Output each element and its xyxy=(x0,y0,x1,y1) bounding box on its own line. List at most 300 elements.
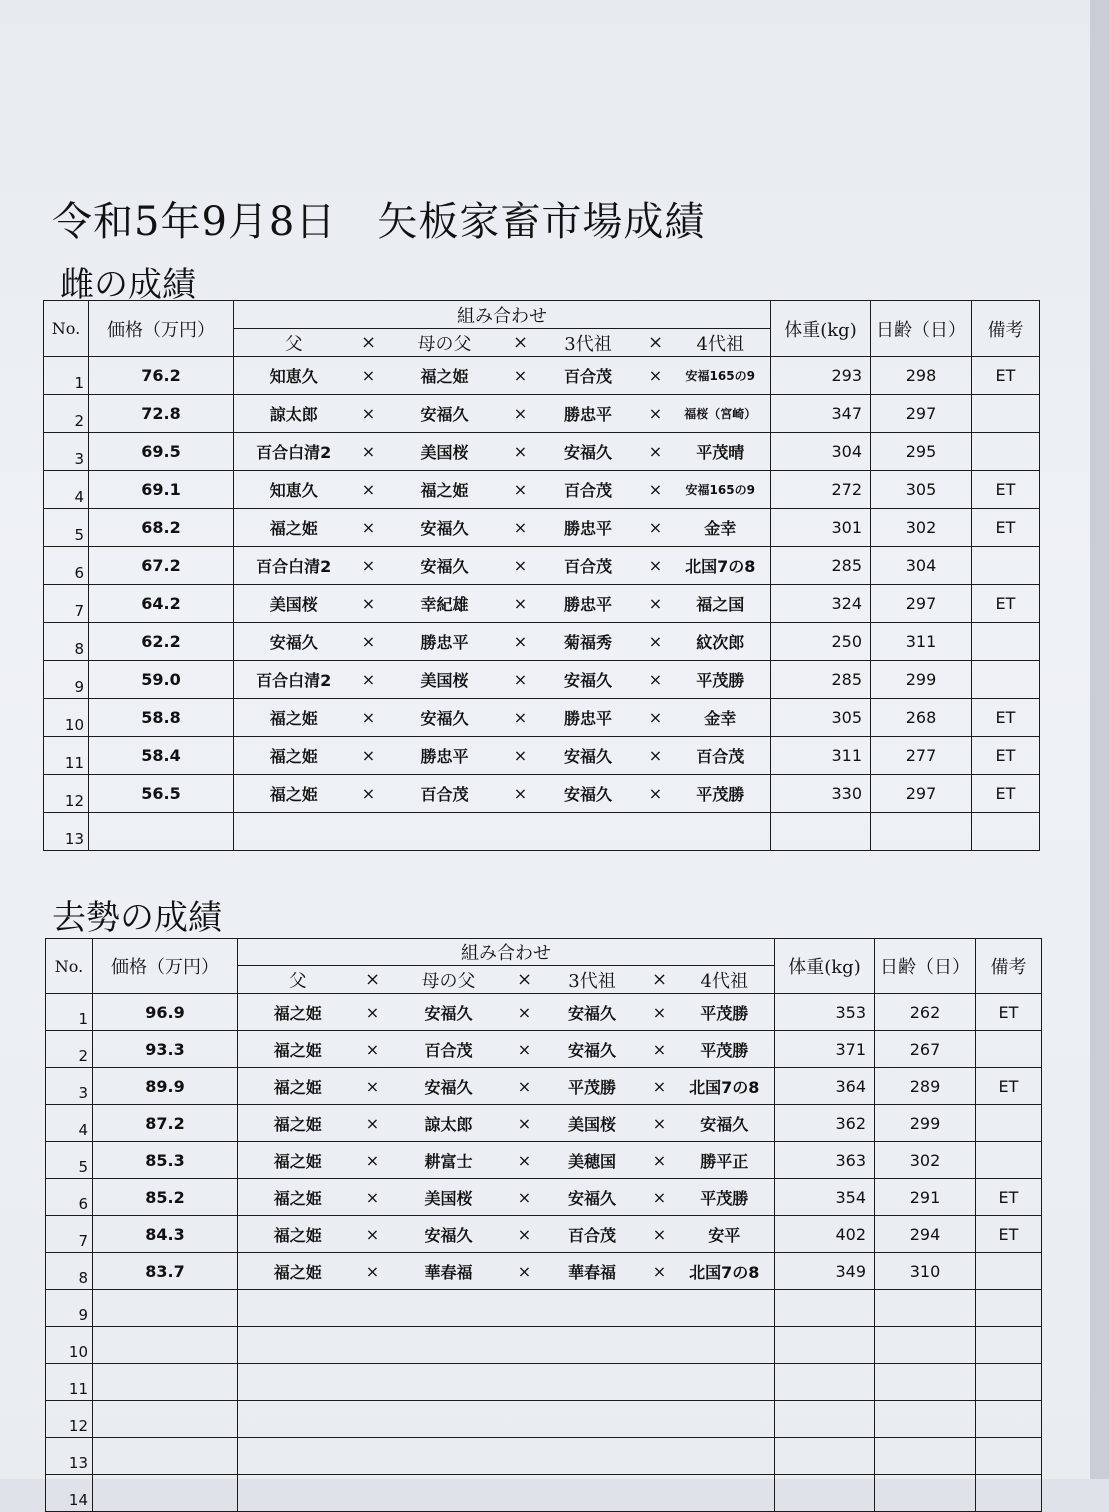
weight-cell: 330 xyxy=(771,775,871,813)
header-gen3: 3代祖 xyxy=(536,329,641,357)
cross-mark: × xyxy=(645,1216,675,1253)
dam-sire-cell xyxy=(388,1364,510,1401)
price-cell xyxy=(93,1438,238,1475)
price-cell xyxy=(93,1327,238,1364)
cross-mark xyxy=(358,1290,388,1327)
header-combination: 組み合わせ xyxy=(234,301,771,329)
dam-sire-cell: 百合茂 xyxy=(384,775,506,813)
sire-cell xyxy=(234,813,354,851)
table-row xyxy=(46,1068,1042,1105)
cross-mark: × xyxy=(641,433,671,471)
sire-cell xyxy=(238,1290,358,1327)
age-cell: 262 xyxy=(875,994,976,1031)
remarks-cell xyxy=(972,623,1040,661)
price-cell: 58.8 xyxy=(89,699,234,737)
cross-mark: × xyxy=(645,1253,675,1290)
cross-mark: × xyxy=(506,775,536,813)
cross-mark: × xyxy=(354,547,384,585)
gen3-cell xyxy=(540,1475,645,1512)
header-cross: × xyxy=(510,966,540,994)
cross-mark: × xyxy=(506,509,536,547)
gen4-cell xyxy=(675,1290,775,1327)
cross-mark: × xyxy=(506,585,536,623)
table-row xyxy=(44,585,1040,623)
header-remarks: 備考 xyxy=(976,939,1042,994)
price-cell xyxy=(89,813,234,851)
price-cell: 69.1 xyxy=(89,471,234,509)
price-cell: 59.0 xyxy=(89,661,234,699)
cross-mark: × xyxy=(641,585,671,623)
weight-cell xyxy=(775,1290,875,1327)
dam-sire-cell xyxy=(388,1290,510,1327)
table-row xyxy=(44,547,1040,585)
age-cell: 289 xyxy=(875,1068,976,1105)
age-cell xyxy=(871,813,972,851)
table-row xyxy=(46,1142,1042,1179)
weight-cell: 363 xyxy=(775,1142,875,1179)
cross-mark xyxy=(358,1438,388,1475)
gen4-cell: 平茂勝 xyxy=(675,1031,775,1068)
dam-sire-cell: 安福久 xyxy=(388,994,510,1031)
cross-mark: × xyxy=(510,1142,540,1179)
remarks-cell xyxy=(976,1401,1042,1438)
row-number: 10 xyxy=(44,699,89,737)
cross-mark xyxy=(645,1327,675,1364)
cross-mark xyxy=(510,1401,540,1438)
dam-sire-cell: 安福久 xyxy=(384,699,506,737)
table-row xyxy=(46,1216,1042,1253)
age-cell xyxy=(875,1290,976,1327)
cross-mark: × xyxy=(506,737,536,775)
remarks-cell: ET xyxy=(972,737,1040,775)
sire-cell: 知恵久 xyxy=(234,471,354,509)
dam-sire-cell: 美国桜 xyxy=(384,661,506,699)
gen4-cell: 平茂勝 xyxy=(675,1179,775,1216)
header-remarks: 備考 xyxy=(972,301,1040,357)
cross-mark: × xyxy=(354,699,384,737)
cross-mark: × xyxy=(506,547,536,585)
row-number: 8 xyxy=(46,1253,93,1290)
weight-cell xyxy=(775,1438,875,1475)
price-cell xyxy=(93,1401,238,1438)
cross-mark: × xyxy=(506,661,536,699)
cross-mark: × xyxy=(510,1216,540,1253)
remarks-cell: ET xyxy=(976,1068,1042,1105)
cross-mark xyxy=(510,1475,540,1512)
cross-mark: × xyxy=(358,1105,388,1142)
price-cell: 85.2 xyxy=(93,1179,238,1216)
gen3-cell: 安福久 xyxy=(540,994,645,1031)
header-cross: × xyxy=(645,966,675,994)
cross-mark: × xyxy=(641,471,671,509)
gen4-cell: 安福久 xyxy=(675,1105,775,1142)
cross-mark: × xyxy=(506,471,536,509)
weight-cell: 371 xyxy=(775,1031,875,1068)
gen4-cell: 百合茂 xyxy=(671,737,771,775)
gen3-cell: 平茂勝 xyxy=(540,1068,645,1105)
cross-mark xyxy=(358,1364,388,1401)
dam-sire-cell xyxy=(384,813,506,851)
remarks-cell: ET xyxy=(972,509,1040,547)
gen4-cell: 北国7の8 xyxy=(675,1253,775,1290)
weight-cell: 304 xyxy=(771,433,871,471)
dam-sire-cell xyxy=(388,1475,510,1512)
weight-cell xyxy=(775,1364,875,1401)
weight-cell: 250 xyxy=(771,623,871,661)
sire-cell: 福之姫 xyxy=(234,509,354,547)
gen4-cell: 北国7の8 xyxy=(671,547,771,585)
gen3-cell: 勝忠平 xyxy=(536,699,641,737)
row-number: 11 xyxy=(44,737,89,775)
gen4-cell xyxy=(671,813,771,851)
weight-cell: 353 xyxy=(775,994,875,1031)
cross-mark: × xyxy=(506,623,536,661)
age-cell: 305 xyxy=(871,471,972,509)
row-number: 7 xyxy=(44,585,89,623)
cross-mark: × xyxy=(354,509,384,547)
cross-mark xyxy=(641,813,671,851)
age-cell: 267 xyxy=(875,1031,976,1068)
sire-cell: 百合白清2 xyxy=(234,547,354,585)
row-number: 4 xyxy=(44,471,89,509)
cross-mark xyxy=(645,1401,675,1438)
price-cell: 72.8 xyxy=(89,395,234,433)
age-cell: 299 xyxy=(875,1105,976,1142)
cross-mark: × xyxy=(506,395,536,433)
gen4-cell: 福之国 xyxy=(671,585,771,623)
table-row xyxy=(46,1364,1042,1401)
gen3-cell: 百合茂 xyxy=(536,471,641,509)
gen3-cell: 安福久 xyxy=(540,1179,645,1216)
remarks-cell xyxy=(976,1364,1042,1401)
cross-mark: × xyxy=(645,1068,675,1105)
age-cell: 299 xyxy=(871,661,972,699)
sire-cell: 福之姫 xyxy=(238,1142,358,1179)
gen4-cell: 平茂勝 xyxy=(671,661,771,699)
dam-sire-cell xyxy=(388,1438,510,1475)
remarks-cell: ET xyxy=(972,699,1040,737)
gen3-cell xyxy=(540,1290,645,1327)
header-price: 価格（万円） xyxy=(93,939,238,994)
price-cell: 68.2 xyxy=(89,509,234,547)
cross-mark xyxy=(354,813,384,851)
row-number: 2 xyxy=(44,395,89,433)
row-number: 12 xyxy=(46,1401,93,1438)
dam-sire-cell: 福之姫 xyxy=(384,357,506,395)
weight-cell: 285 xyxy=(771,547,871,585)
age-cell: 297 xyxy=(871,775,972,813)
gen3-cell: 百合茂 xyxy=(536,547,641,585)
table-row xyxy=(44,699,1040,737)
header-dam-sire: 母の父 xyxy=(384,329,506,357)
cross-mark: × xyxy=(358,1253,388,1290)
price-cell: 89.9 xyxy=(93,1068,238,1105)
header-weight: 体重(kg) xyxy=(775,939,875,994)
cross-mark xyxy=(510,1438,540,1475)
age-cell: 302 xyxy=(871,509,972,547)
remarks-cell xyxy=(976,1475,1042,1512)
weight-cell: 362 xyxy=(775,1105,875,1142)
cross-mark: × xyxy=(506,433,536,471)
cross-mark: × xyxy=(641,509,671,547)
remarks-cell xyxy=(976,1438,1042,1475)
cross-mark: × xyxy=(641,623,671,661)
age-cell xyxy=(875,1401,976,1438)
cross-mark: × xyxy=(645,1142,675,1179)
cross-mark: × xyxy=(510,1253,540,1290)
row-number: 10 xyxy=(46,1327,93,1364)
header-sire: 父 xyxy=(234,329,354,357)
price-cell: 67.2 xyxy=(89,547,234,585)
remarks-cell: ET xyxy=(972,471,1040,509)
cross-mark: × xyxy=(354,775,384,813)
price-cell: 85.3 xyxy=(93,1142,238,1179)
age-cell: 268 xyxy=(871,699,972,737)
remarks-cell xyxy=(972,661,1040,699)
sire-cell: 美国桜 xyxy=(234,585,354,623)
remarks-cell: ET xyxy=(972,357,1040,395)
age-cell: 294 xyxy=(875,1216,976,1253)
dam-sire-cell: 安福久 xyxy=(388,1216,510,1253)
row-number: 8 xyxy=(44,623,89,661)
cross-mark: × xyxy=(354,433,384,471)
gen4-cell: 紋次郎 xyxy=(671,623,771,661)
weight-cell: 347 xyxy=(771,395,871,433)
sire-cell xyxy=(238,1475,358,1512)
price-cell: 64.2 xyxy=(89,585,234,623)
row-number: 11 xyxy=(46,1364,93,1401)
row-number: 3 xyxy=(46,1068,93,1105)
cross-mark xyxy=(645,1475,675,1512)
gen4-cell xyxy=(675,1475,775,1512)
weight-cell xyxy=(771,813,871,851)
cross-mark xyxy=(358,1401,388,1438)
steer-results-table xyxy=(45,938,1042,1512)
cross-mark: × xyxy=(645,1105,675,1142)
cross-mark: × xyxy=(354,471,384,509)
row-number: 1 xyxy=(44,357,89,395)
header-sire: 父 xyxy=(238,966,358,994)
row-number: 12 xyxy=(44,775,89,813)
price-cell: 96.9 xyxy=(93,994,238,1031)
sire-cell: 福之姫 xyxy=(234,775,354,813)
remarks-cell xyxy=(972,547,1040,585)
remarks-cell: ET xyxy=(976,994,1042,1031)
sire-cell: 諒太郎 xyxy=(234,395,354,433)
gen4-cell: 勝平正 xyxy=(675,1142,775,1179)
row-number: 3 xyxy=(44,433,89,471)
sire-cell: 福之姫 xyxy=(238,1105,358,1142)
dam-sire-cell: 耕富士 xyxy=(388,1142,510,1179)
remarks-cell xyxy=(976,1105,1042,1142)
gen4-cell xyxy=(675,1401,775,1438)
gen3-cell: 安福久 xyxy=(536,775,641,813)
price-cell: 69.5 xyxy=(89,433,234,471)
row-number: 7 xyxy=(46,1216,93,1253)
gen4-cell: 平茂晴 xyxy=(671,433,771,471)
gen3-cell xyxy=(540,1438,645,1475)
age-cell xyxy=(875,1475,976,1512)
remarks-cell xyxy=(976,1142,1042,1179)
remarks-cell: ET xyxy=(976,1216,1042,1253)
cross-mark: × xyxy=(510,1105,540,1142)
female-results-table xyxy=(43,300,1040,851)
row-number: 6 xyxy=(46,1179,93,1216)
cross-mark: × xyxy=(354,585,384,623)
weight-cell: 324 xyxy=(771,585,871,623)
sire-cell: 福之姫 xyxy=(238,994,358,1031)
weight-cell xyxy=(775,1475,875,1512)
cross-mark: × xyxy=(354,395,384,433)
dam-sire-cell: 安福久 xyxy=(384,395,506,433)
age-cell: 304 xyxy=(871,547,972,585)
age-cell: 291 xyxy=(875,1179,976,1216)
dam-sire-cell: 幸紀雄 xyxy=(384,585,506,623)
sire-cell: 百合白清2 xyxy=(234,661,354,699)
sire-cell xyxy=(238,1438,358,1475)
cross-mark: × xyxy=(354,737,384,775)
cross-mark: × xyxy=(358,1179,388,1216)
cross-mark: × xyxy=(641,699,671,737)
sire-cell: 福之姫 xyxy=(234,737,354,775)
sire-cell: 福之姫 xyxy=(234,699,354,737)
age-cell: 302 xyxy=(875,1142,976,1179)
age-cell: 297 xyxy=(871,395,972,433)
dam-sire-cell: 華春福 xyxy=(388,1253,510,1290)
row-number: 13 xyxy=(44,813,89,851)
cross-mark: × xyxy=(641,357,671,395)
sire-cell xyxy=(238,1401,358,1438)
table-row xyxy=(46,1327,1042,1364)
sire-cell: 安福久 xyxy=(234,623,354,661)
cross-mark: × xyxy=(510,1031,540,1068)
weight-cell: 364 xyxy=(775,1068,875,1105)
cross-mark: × xyxy=(354,661,384,699)
background-surface xyxy=(1090,0,1109,1479)
cross-mark: × xyxy=(641,775,671,813)
table-row xyxy=(46,1253,1042,1290)
gen4-cell: 安福165の9 xyxy=(671,357,771,395)
cross-mark: × xyxy=(510,994,540,1031)
dam-sire-cell: 美国桜 xyxy=(388,1179,510,1216)
gen3-cell xyxy=(536,813,641,851)
price-cell: 62.2 xyxy=(89,623,234,661)
gen4-cell xyxy=(675,1327,775,1364)
row-number: 9 xyxy=(46,1290,93,1327)
dam-sire-cell: 勝忠平 xyxy=(384,737,506,775)
sire-cell: 福之姫 xyxy=(238,1031,358,1068)
header-weight: 体重(kg) xyxy=(771,301,871,357)
gen3-cell: 安福久 xyxy=(536,661,641,699)
row-number: 14 xyxy=(46,1475,93,1512)
weight-cell: 285 xyxy=(771,661,871,699)
sire-cell: 福之姫 xyxy=(238,1179,358,1216)
cross-mark: × xyxy=(645,1179,675,1216)
cross-mark: × xyxy=(354,357,384,395)
price-cell: 58.4 xyxy=(89,737,234,775)
cross-mark xyxy=(510,1327,540,1364)
cross-mark: × xyxy=(358,1068,388,1105)
row-number: 4 xyxy=(46,1105,93,1142)
gen3-cell xyxy=(540,1401,645,1438)
gen4-cell xyxy=(675,1364,775,1401)
gen4-cell xyxy=(675,1438,775,1475)
cross-mark: × xyxy=(510,1068,540,1105)
gen3-cell: 美穂国 xyxy=(540,1142,645,1179)
cross-mark: × xyxy=(645,994,675,1031)
row-number: 6 xyxy=(44,547,89,585)
sire-cell: 福之姫 xyxy=(238,1253,358,1290)
row-number: 13 xyxy=(46,1438,93,1475)
age-cell: 297 xyxy=(871,585,972,623)
cross-mark xyxy=(510,1290,540,1327)
price-cell xyxy=(93,1475,238,1512)
weight-cell: 301 xyxy=(771,509,871,547)
gen3-cell: 華春福 xyxy=(540,1253,645,1290)
remarks-cell xyxy=(972,813,1040,851)
gen4-cell: 平茂勝 xyxy=(675,994,775,1031)
gen3-cell: 百合茂 xyxy=(536,357,641,395)
age-cell: 310 xyxy=(875,1253,976,1290)
cross-mark: × xyxy=(358,1142,388,1179)
cross-mark: × xyxy=(641,547,671,585)
table-row xyxy=(44,509,1040,547)
remarks-cell: ET xyxy=(976,1179,1042,1216)
sire-cell: 福之姫 xyxy=(238,1068,358,1105)
gen3-cell xyxy=(540,1327,645,1364)
weight-cell: 311 xyxy=(771,737,871,775)
price-cell: 87.2 xyxy=(93,1105,238,1142)
table-row xyxy=(46,1438,1042,1475)
dam-sire-cell xyxy=(388,1327,510,1364)
age-cell xyxy=(875,1327,976,1364)
price-cell xyxy=(93,1364,238,1401)
table-row xyxy=(46,1401,1042,1438)
age-cell: 277 xyxy=(871,737,972,775)
header-gen4: 4代祖 xyxy=(671,329,771,357)
gen3-cell: 安福久 xyxy=(536,737,641,775)
header-combination: 組み合わせ xyxy=(238,939,775,966)
gen3-cell: 安福久 xyxy=(540,1031,645,1068)
table-row xyxy=(44,471,1040,509)
dam-sire-cell: 百合茂 xyxy=(388,1031,510,1068)
gen4-cell: 福桜（宮崎） xyxy=(671,395,771,433)
gen3-cell: 安福久 xyxy=(536,433,641,471)
age-cell xyxy=(875,1438,976,1475)
gen3-cell: 美国桜 xyxy=(540,1105,645,1142)
section-title-steer: 去勢の成績 xyxy=(52,898,222,938)
dam-sire-cell: 安福久 xyxy=(384,509,506,547)
gen4-cell: 安平 xyxy=(675,1216,775,1253)
weight-cell: 354 xyxy=(775,1179,875,1216)
cross-mark: × xyxy=(358,1216,388,1253)
cross-mark xyxy=(645,1438,675,1475)
cross-mark xyxy=(358,1327,388,1364)
age-cell: 295 xyxy=(871,433,972,471)
cross-mark: × xyxy=(510,1179,540,1216)
dam-sire-cell: 安福久 xyxy=(384,547,506,585)
table-row xyxy=(44,661,1040,699)
header-gen4: 4代祖 xyxy=(675,966,775,994)
table-row xyxy=(44,433,1040,471)
table-row xyxy=(46,1179,1042,1216)
age-cell: 298 xyxy=(871,357,972,395)
table-row xyxy=(44,357,1040,395)
gen4-cell: 平茂勝 xyxy=(671,775,771,813)
row-number: 5 xyxy=(44,509,89,547)
remarks-cell xyxy=(976,1327,1042,1364)
weight-cell: 305 xyxy=(771,699,871,737)
